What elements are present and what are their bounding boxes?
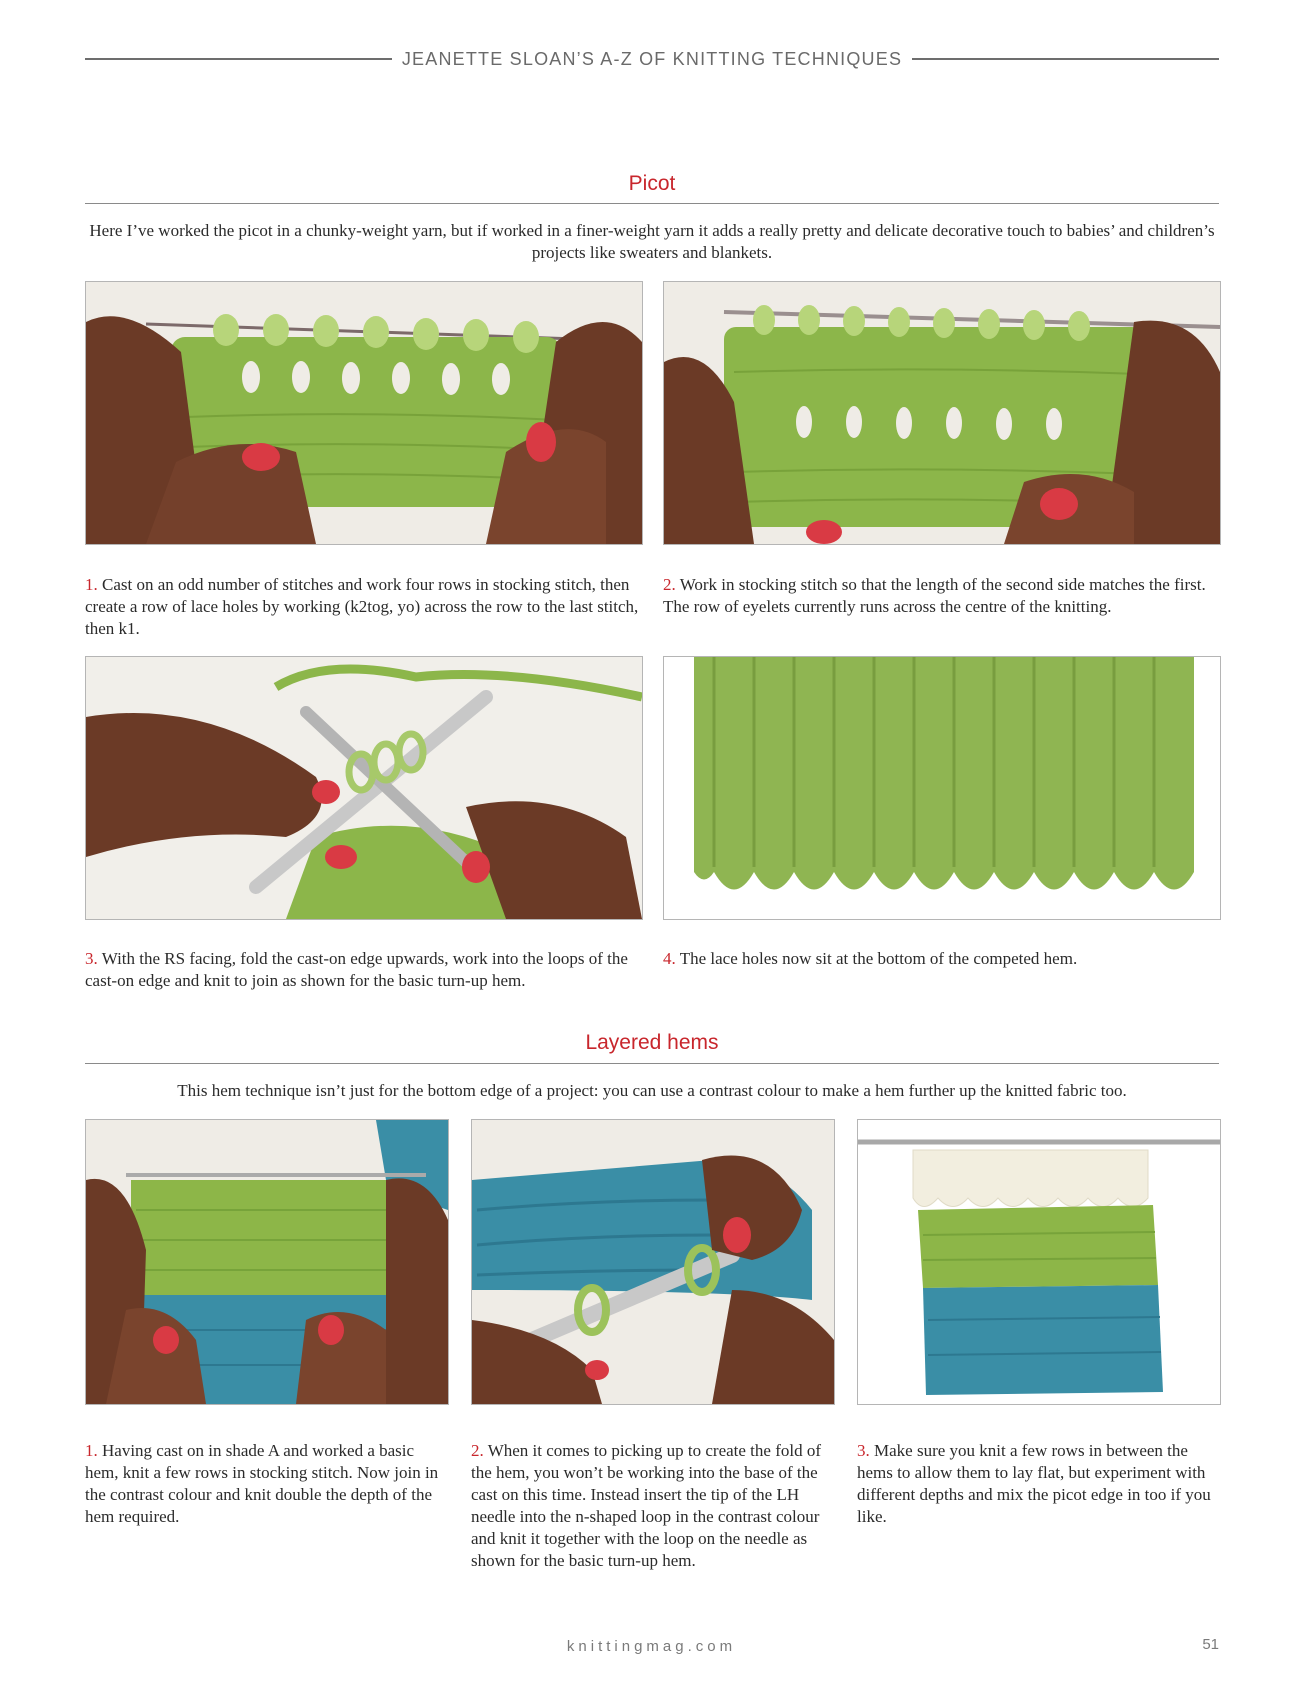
layered-step-2-caption <box>471 1440 833 1572</box>
picot-step-4-photo <box>663 656 1221 920</box>
step-text: Make sure you knit a few rows in between the hems to allow them to lay flat, but experiment with different depths and mix the picot edge in too if you like. <box>857 1441 1211 1526</box>
page-number: 51 <box>1202 1636 1219 1653</box>
picot-step-3-photo <box>85 656 643 920</box>
header-rule-left <box>85 58 392 60</box>
layered-step-1-caption <box>85 1440 447 1528</box>
running-header <box>85 44 1219 74</box>
picot-step-1-photo <box>85 281 643 545</box>
step-number: 1. <box>85 575 98 594</box>
step-number: 2. <box>471 1441 484 1460</box>
picot-step-1-caption <box>85 574 641 640</box>
layered-intro: This hem technique isn’t just for the bottom edge of a project: you can use a contrast colour to make a hem further up the knitted fabric too. <box>177 1081 1127 1100</box>
picot-step-2-caption <box>663 574 1219 618</box>
picot-section-title: Picot <box>628 172 676 195</box>
picot-intro: Here I’ve worked the picot in a chunky-weight yarn, but if worked in a finer-weight yarn it adds a really pretty and delicate decorative touch to babies’ and children’s projects like sweaters and blankets. <box>89 221 1215 262</box>
header-title: JEANETTE SLOAN’S A-Z OF KNITTING TECHNIQUES <box>401 48 903 69</box>
layered-section-rule <box>85 1063 1219 1064</box>
picot-step-3-caption <box>85 948 641 992</box>
header-rule-right <box>912 58 1219 60</box>
layered-section-title: Layered hems <box>585 1031 719 1054</box>
step-text: With the RS facing, fold the cast-on edge upwards, work into the loops of the cast-on edge and knit to join as shown for the basic turn-up hem. <box>85 949 628 990</box>
layered-step-2-photo <box>471 1119 835 1405</box>
step-text: Having cast on in shade A and worked a basic hem, knit a few rows in stocking stitch. Now join in the contrast colour and knit double the depth of the hem required. <box>85 1441 439 1526</box>
step-number: 3. <box>857 1441 870 1460</box>
step-number: 4. <box>663 949 676 968</box>
step-text: When it comes to picking up to create the fold of the hem, you won’t be working into the base of the cast on this time. Instead insert the tip of the LH needle into the n-shaped loop in the contrast colour and knit it together with the loop on the needle as shown for the basic turn-up hem. <box>471 1441 821 1570</box>
picot-step-2-photo <box>663 281 1221 545</box>
footer-url: knittingmag.com <box>566 1638 737 1655</box>
layered-step-3-photo <box>857 1119 1221 1405</box>
step-number: 2. <box>663 575 676 594</box>
step-text: Cast on an odd number of stitches and work four rows in stocking stitch, then create a row of lace holes by working (k2tog, yo) across the row to the last stitch, then k1. <box>85 575 639 638</box>
step-text: The lace holes now sit at the bottom of the competed hem. <box>679 949 1078 968</box>
picot-section-rule <box>85 203 1219 204</box>
step-number: 3. <box>85 949 98 968</box>
picot-step-4-caption <box>663 948 1219 970</box>
step-text: Work in stocking stitch so that the length of the second side matches the first. The row of eyelets currently runs across the centre of the knitting. <box>663 575 1206 616</box>
layered-step-1-photo <box>85 1119 449 1405</box>
layered-step-3-caption <box>857 1440 1219 1528</box>
step-number: 1. <box>85 1441 98 1460</box>
